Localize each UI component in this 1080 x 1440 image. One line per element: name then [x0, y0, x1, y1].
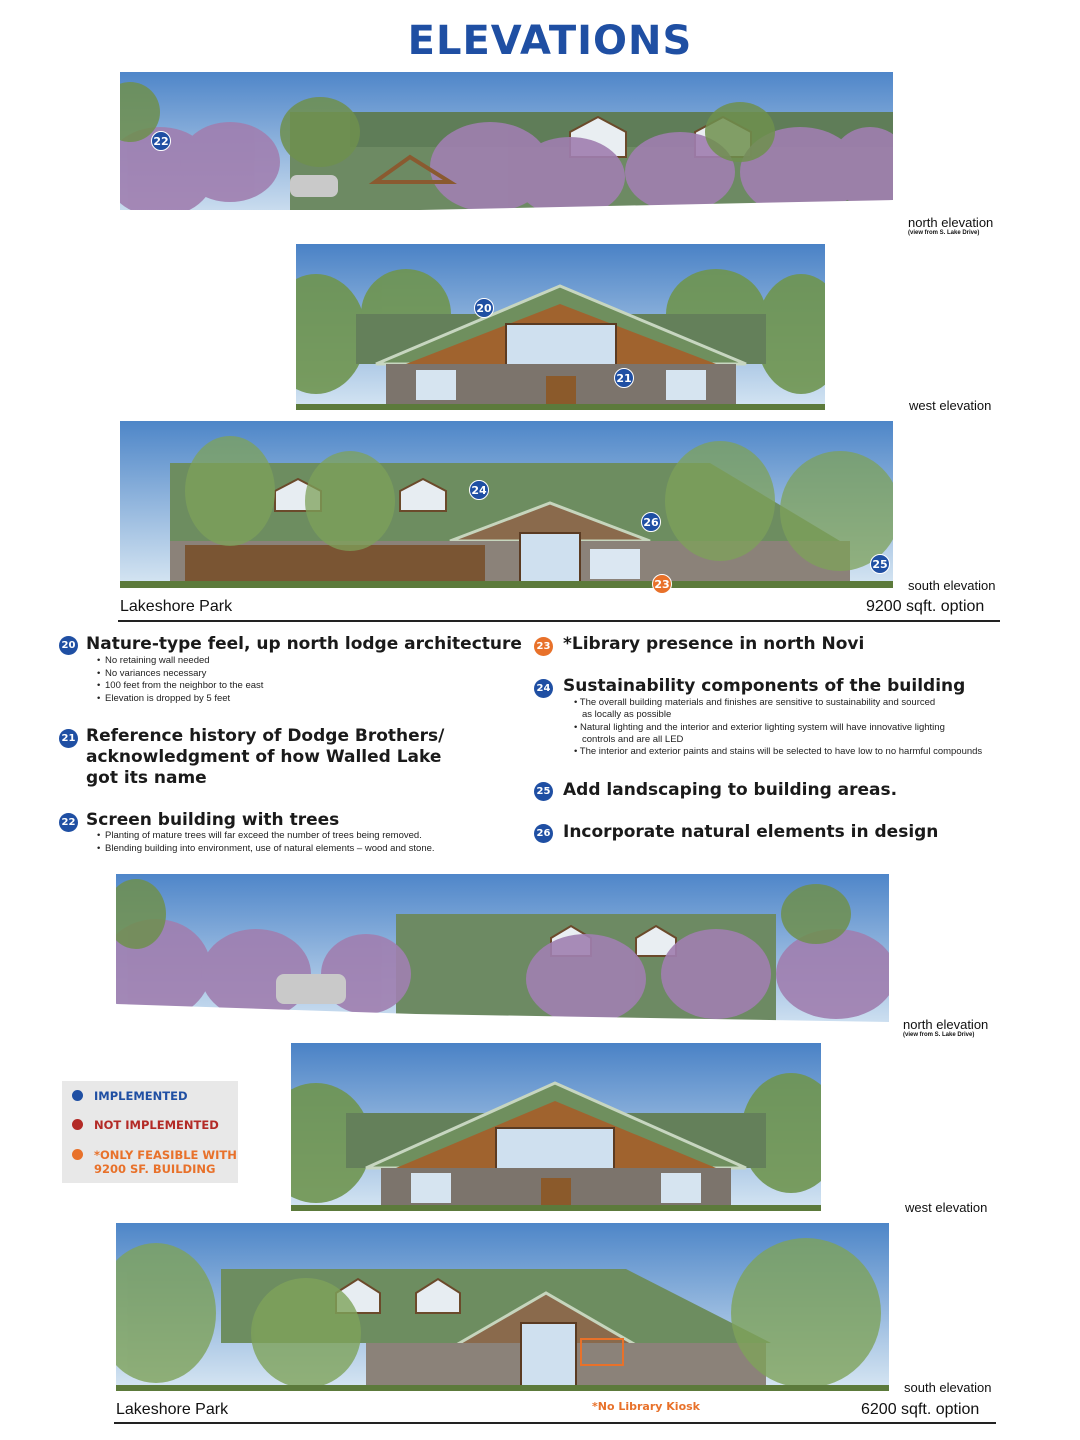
- note-21-heading-line: Reference history of Dodge Brothers/: [86, 726, 445, 746]
- legend-implemented-label: IMPLEMENTED: [94, 1089, 188, 1103]
- note-21-heading-line: acknowledgment of how Walled Lake: [86, 747, 442, 767]
- note-21-number: 21: [59, 729, 78, 748]
- option-label-9200: 9200 sqft. option: [866, 598, 985, 615]
- legend-feasible-label: *ONLY FEASIBLE WITH 9200 SF. BUILDING: [94, 1148, 237, 1176]
- north-elevation-sublabel-6200: (view from S. Lake Drive): [903, 1032, 975, 1038]
- marker-26: 26: [641, 512, 661, 532]
- west-elevation-illustration: [296, 244, 825, 410]
- marker-20: 20: [474, 298, 494, 318]
- west-elevation-render-6200: [291, 1043, 821, 1211]
- note-20-number: 20: [59, 636, 78, 655]
- note-24-bullet-cont: as locally as possible: [582, 709, 672, 721]
- north-elevation-label-9200: north elevation: [908, 215, 994, 230]
- legend-feasible: [72, 1148, 237, 1176]
- south-elevation-render-6200: [116, 1223, 889, 1391]
- marker-22: 22: [151, 131, 171, 151]
- note-24-number: 24: [534, 679, 553, 698]
- note-20-heading: Nature-type feel, up north lodge architecture: [86, 634, 522, 654]
- option-label-6200: 6200 sqft. option: [861, 1401, 980, 1418]
- park-name-6200: Lakeshore Park: [116, 1401, 229, 1418]
- note-20-bullet: • 100 feet from the neighbor to the east: [97, 680, 263, 693]
- note-25-heading: Add landscaping to building areas.: [563, 780, 898, 800]
- legend-implemented: [72, 1089, 188, 1103]
- south-elevation-label-9200: south elevation: [908, 578, 996, 593]
- legend-not-implemented-label: NOT IMPLEMENTED: [94, 1118, 219, 1132]
- west-elevation-render-9200: [296, 244, 825, 410]
- divider-9200: [118, 620, 1000, 622]
- north-elevation-render-9200: [120, 72, 893, 217]
- note-22-heading: Screen building with trees: [86, 810, 340, 830]
- north-elevation-illustration: [120, 72, 893, 217]
- note-20-bullet: • No retaining wall needed: [97, 655, 263, 668]
- south-elevation-render-9200: [120, 421, 893, 588]
- feasible-dot-icon: [72, 1149, 83, 1160]
- note-22-bullet: • Blending building into environment, use of natural elements – wood and stone.: [97, 843, 435, 856]
- note-24-heading: Sustainability components of the building: [563, 676, 966, 696]
- note-26-heading: Incorporate natural elements in design: [563, 822, 939, 842]
- note-22-bullet: • Planting of mature trees will far exceed the number of trees being removed.: [97, 830, 435, 843]
- note-24-bullets: [574, 697, 982, 758]
- west-elevation-label-6200: west elevation: [905, 1200, 988, 1215]
- park-name-9200: Lakeshore Park: [120, 598, 233, 615]
- north-elevation-sublabel-9200: (view from S. Lake Drive): [908, 230, 980, 236]
- not-implemented-dot-icon: [72, 1119, 83, 1130]
- implemented-dot-icon: [72, 1090, 83, 1101]
- legend: [62, 1081, 238, 1183]
- west-elevation-label-9200: west elevation: [909, 398, 992, 413]
- page-title: ELEVATIONS: [407, 18, 693, 64]
- note-24-bullet: • The overall building materials and finishes are sensitive to sustainability and sourced: [574, 697, 936, 708]
- north-elevation-illustration: [116, 874, 889, 1029]
- south-elevation-label-6200: south elevation: [904, 1380, 992, 1395]
- note-25-number: 25: [534, 782, 553, 801]
- marker-25: 25: [870, 554, 890, 574]
- note-22-bullets: [97, 830, 435, 855]
- divider-6200: [114, 1422, 996, 1424]
- note-23-heading: *Library presence in north Novi: [563, 634, 865, 654]
- note-24-bullet: • Natural lighting and the interior and exterior lighting system will have innovative lighting: [574, 721, 945, 733]
- no-library-kiosk-note: *No Library Kiosk: [592, 1400, 700, 1413]
- no-kiosk-box: [580, 1338, 624, 1366]
- note-24-bullet-cont: controls and are all LED: [582, 733, 684, 745]
- marker-23: 23: [652, 574, 672, 594]
- note-22-number: 22: [59, 813, 78, 832]
- north-elevation-render-6200: [116, 874, 889, 1029]
- marker-21: 21: [614, 368, 634, 388]
- note-21-heading-line: got its name: [86, 768, 207, 788]
- note-20-bullets: [97, 655, 263, 705]
- south-elevation-illustration: [116, 1223, 889, 1391]
- note-20-bullet: • Elevation is dropped by 5 feet: [97, 693, 263, 706]
- note-24-bullet: • The interior and exterior paints and stains will be selected to have low to no harmful compounds: [574, 746, 983, 758]
- north-elevation-label-6200: north elevation: [903, 1017, 989, 1032]
- note-21-heading: [86, 726, 444, 789]
- west-elevation-illustration: [291, 1043, 821, 1211]
- note-26-number: 26: [534, 824, 553, 843]
- marker-24: 24: [469, 480, 489, 500]
- legend-not-implemented: [72, 1118, 219, 1132]
- note-23-number: 23: [534, 637, 553, 656]
- note-20-bullet: • No variances necessary: [97, 668, 263, 681]
- south-elevation-illustration: [120, 421, 893, 588]
